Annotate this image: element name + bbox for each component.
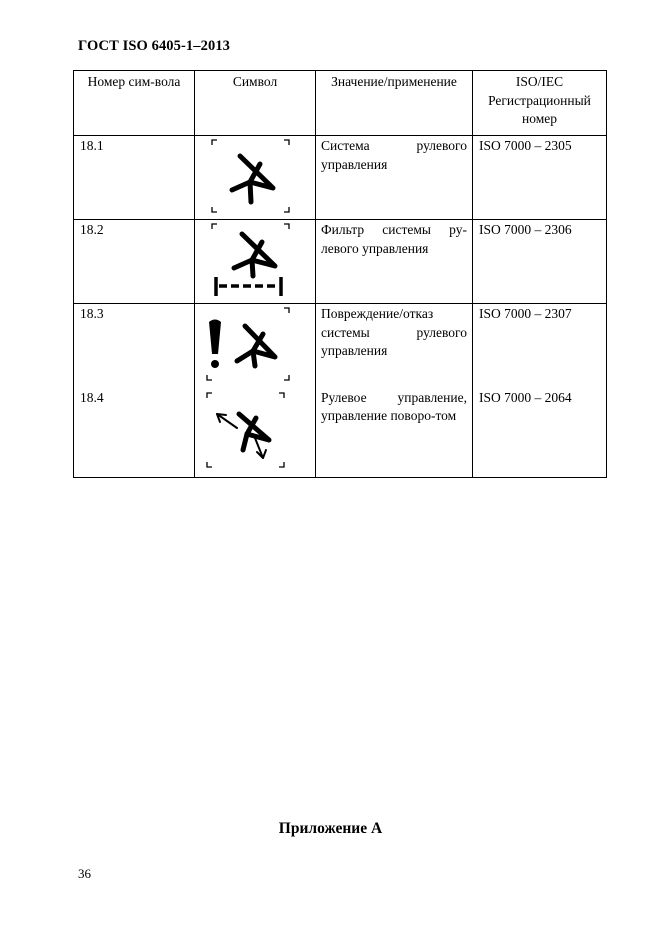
row-meaning: Повреждение/отказ системы рулевого управления [316,304,473,388]
row-meaning: Рулевое управление, управление поворо-том [316,388,473,478]
col-header-iso: ISO/IEC Регистрационный номер [473,71,607,136]
row-number: 18.3 [74,304,195,388]
exclamation-icon [209,320,221,355]
row-iso-number: ISO 7000 – 2306 [473,220,607,304]
table-row [74,388,607,478]
document-header: ГОСТ ISO 6405-1–2013 [78,38,231,54]
col-header-symbol: Символ [195,71,316,136]
page-number: 36 [78,866,91,881]
col-header-number: Номер сим-вола [74,71,195,136]
symbols-table [73,70,607,478]
steering-filter-icon [195,220,316,304]
steering-system-icon [195,136,316,220]
row-meaning: Фильтр системы ру-левого управления [316,220,473,304]
steering-turn-icon [195,388,316,478]
row-number: 18.1 [74,136,195,220]
table-row [74,304,607,388]
row-meaning: Система рулевого управления [316,136,473,220]
table-row [74,220,607,304]
row-number: 18.4 [74,388,195,478]
annex-title: Приложение А [278,820,383,837]
row-number: 18.2 [74,220,195,304]
steering-failure-icon [195,304,316,388]
table-header-row [74,71,607,136]
col-header-meaning: Значение/применение [316,71,473,136]
row-iso-number: ISO 7000 – 2305 [473,136,607,220]
symbol-cell [195,220,316,304]
table-row [74,136,607,220]
row-iso-number: ISO 7000 – 2064 [473,388,607,478]
symbol-cell [195,136,316,220]
row-iso-number: ISO 7000 – 2307 [473,304,607,388]
symbol-cell [195,388,316,478]
symbol-cell [195,304,316,388]
